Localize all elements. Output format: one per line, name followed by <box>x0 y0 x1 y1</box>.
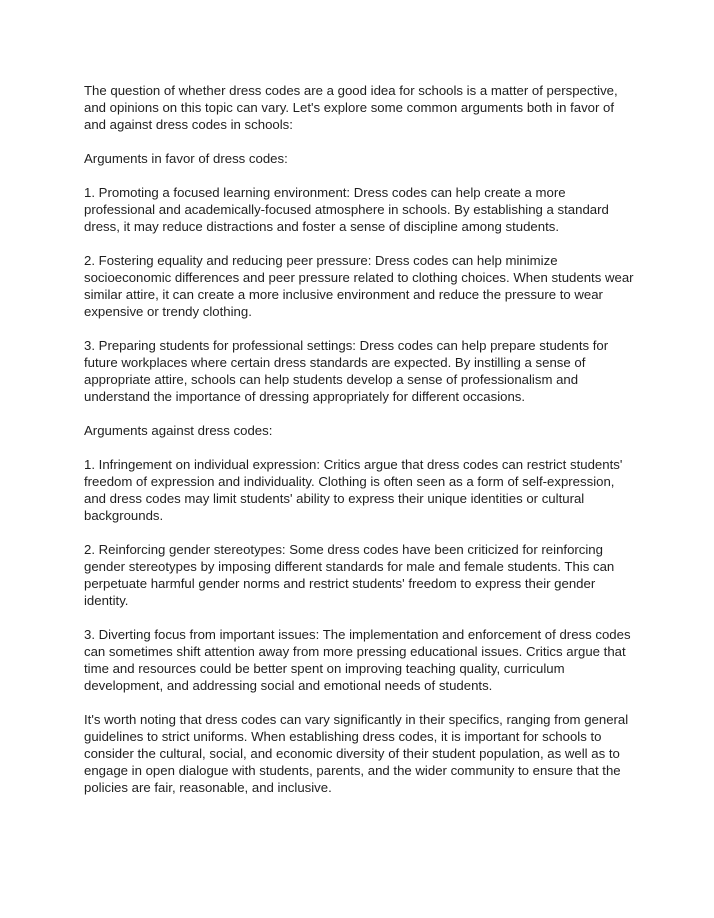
document-body <box>84 82 636 813</box>
section-heading-against: Arguments against dress codes: <box>84 423 273 438</box>
against-point-1: 1. Infringement on individual expression: Critics argue that dress codes can restrict students' freedom of expression and individuality. Clothing is often seen as a form of self-expression, and dress codes may limit students' ability to express their unique identities or cultural backgrounds. <box>84 457 623 523</box>
favor-point-1: 1. Promoting a focused learning environment: Dress codes can help create a more professional and academically-focused atmosphere in schools. By establishing a standard dress, it may reduce distractions and foster a sense of discipline among students. <box>84 185 609 234</box>
section-heading-in-favor: Arguments in favor of dress codes: <box>84 151 288 166</box>
favor-point-3: 3. Preparing students for professional settings: Dress codes can help prepare students for future workplaces where certain dress standards are expected. By instilling a sense of appropriate attire, schools can help students develop a sense of professionalism and understand the importance of dressing appropriately for different occasions. <box>84 338 609 404</box>
conclusion-paragraph: It's worth noting that dress codes can vary significantly in their specifics, ranging from general guidelines to strict uniforms. When establishing dress codes, it is important for schools to consider the cultural, social, and economic diversity of their student population, as well as to engage in open dialogue with students, parents, and the wider community to ensure that the policies are fair, reasonable, and inclusive. <box>84 712 629 795</box>
favor-point-2: 2. Fostering equality and reducing peer pressure: Dress codes can help minimize socioeconomic differences and peer pressure related to clothing choices. When students wear similar attire, it can create a more inclusive environment and reduce the pressure to wear expensive or trendy clothing. <box>84 253 634 319</box>
against-point-2: 2. Reinforcing gender stereotypes: Some dress codes have been criticized for reinforcing gender stereotypes by imposing different standards for male and female students. This can perpetuate harmful gender norms and restrict students' freedom to express their gender identity. <box>84 542 615 608</box>
intro-paragraph: The question of whether dress codes are a good idea for schools is a matter of perspective, and opinions on this topic can vary. Let's explore some common arguments both in favor of and against dress codes in schools: <box>84 83 618 132</box>
against-point-3: 3. Diverting focus from important issues: The implementation and enforcement of dress codes can sometimes shift attention away from more pressing educational issues. Critics argue that time and resources could be better spent on improving teaching quality, curriculum development, and addressing social and emotional needs of students. <box>84 627 631 693</box>
